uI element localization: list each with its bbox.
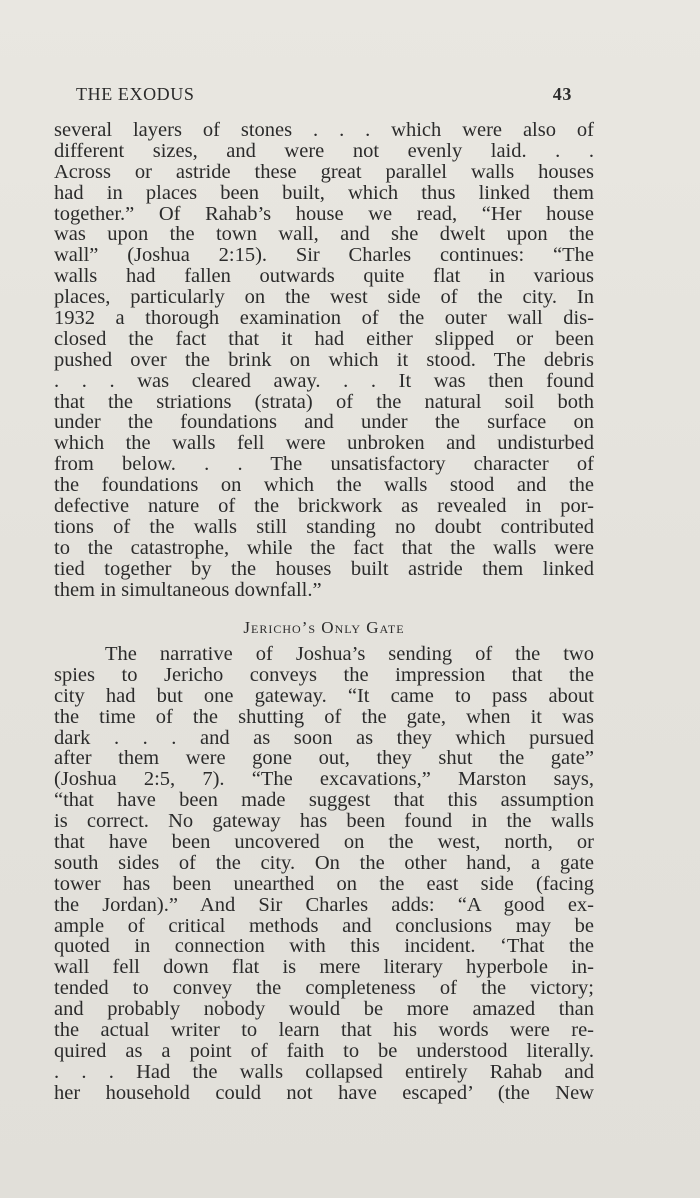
- text-line: the foundations on which the walls stood and the: [54, 474, 594, 497]
- text-line: that the striations (strata) of the natural soil both: [54, 390, 594, 413]
- text-line: 1932 a thorough examination of the outer wall dis-: [54, 307, 594, 330]
- text-line: (Joshua 2:5, 7). “The excavations,” Marston says,: [54, 768, 594, 791]
- text-line: “that have been made suggest that this assumption: [54, 789, 594, 812]
- section-heading: Jericho’s Only Gate: [243, 618, 405, 637]
- text-line: under the foundations and under the surface on: [54, 411, 594, 434]
- text-line: closed the fact that it had either slipped or been: [54, 327, 594, 350]
- text-line: wall fell down flat is mere literary hyperbole in-: [54, 956, 594, 979]
- text-line: several layers of stones . . . which were also of: [54, 119, 594, 141]
- text-line: the actual writer to learn that his words were re-: [54, 1019, 594, 1042]
- text-line: tions of the walls still standing no doubt contributed: [54, 515, 594, 538]
- text-line: city had but one gateway. “It came to pass about: [54, 684, 594, 707]
- text-line: . . . Had the walls collapsed entirely Rahab and: [54, 1060, 594, 1083]
- text-line: is correct. No gateway has been found in the walls: [54, 810, 594, 833]
- text-line: and probably nobody would be more amazed than: [54, 998, 594, 1021]
- text-line: after them were gone out, they shut the gate”: [54, 747, 594, 770]
- text-line: walls had fallen outwards quite flat in various: [54, 265, 594, 288]
- text-line: south sides of the city. On the other hand, a gate: [54, 851, 594, 874]
- running-head: [76, 84, 572, 108]
- text-line: tower has been unearthed on the east side (facing: [54, 872, 594, 895]
- text-line: had in places been built, which thus linked them: [54, 181, 594, 204]
- text-line: tended to convey the completeness of the victory;: [54, 977, 594, 1000]
- text-line: tied together by the houses built astride them linked: [54, 557, 594, 580]
- page-number: 43: [552, 84, 572, 104]
- text-line: together.” Of Rahab’s house we read, “Her house: [54, 202, 594, 225]
- text-line: that have been uncovered on the west, north, or: [54, 831, 594, 854]
- text-line: them in simultaneous downfall.”: [54, 578, 322, 601]
- text-line: defective nature of the brickwork as revealed in por-: [54, 495, 594, 518]
- text-line: Across or astride these great parallel walls houses: [54, 160, 594, 183]
- text-line: the time of the shutting of the gate, when it was: [54, 705, 594, 728]
- text-line: different sizes, and were not evenly laid. . .: [54, 139, 594, 162]
- text-line: to the catastrophe, while the fact that the walls were: [54, 536, 594, 559]
- paragraph-jericho-gate: [54, 644, 594, 1104]
- text-line: . . . was cleared away. . . It was then found: [54, 369, 594, 392]
- text-line: spies to Jericho conveys the impression that the: [54, 663, 594, 686]
- text-line: from below. . . The unsatisfactory character of: [54, 453, 594, 476]
- paragraph-continued: [54, 120, 594, 600]
- text-line: dark . . . and as soon as they which pursued: [54, 726, 594, 749]
- running-title: THE EXODUS: [76, 84, 195, 104]
- text-line: quired as a point of faith to be understood literally.: [54, 1039, 594, 1062]
- text-line: the Jordan).” And Sir Charles adds: “A good ex-: [54, 893, 594, 916]
- text-line: was upon the town wall, and she dwelt upon the: [54, 223, 594, 246]
- text-line: The narrative of Joshua’s sending of the two: [105, 643, 594, 665]
- text-line: which the walls fell were unbroken and undisturbed: [54, 432, 594, 455]
- text-line: ample of critical methods and conclusions may be: [54, 914, 594, 937]
- text-line: her household could not have escaped’ (the New: [54, 1081, 594, 1104]
- text-line: wall” (Joshua 2:15). Sir Charles continues: “The: [54, 244, 594, 267]
- text-line: places, particularly on the west side of the city. In: [54, 286, 594, 309]
- text-line: pushed over the brink on which it stood. The debris: [54, 348, 594, 371]
- text-line: quoted in connection with this incident. ‘That the: [54, 935, 594, 958]
